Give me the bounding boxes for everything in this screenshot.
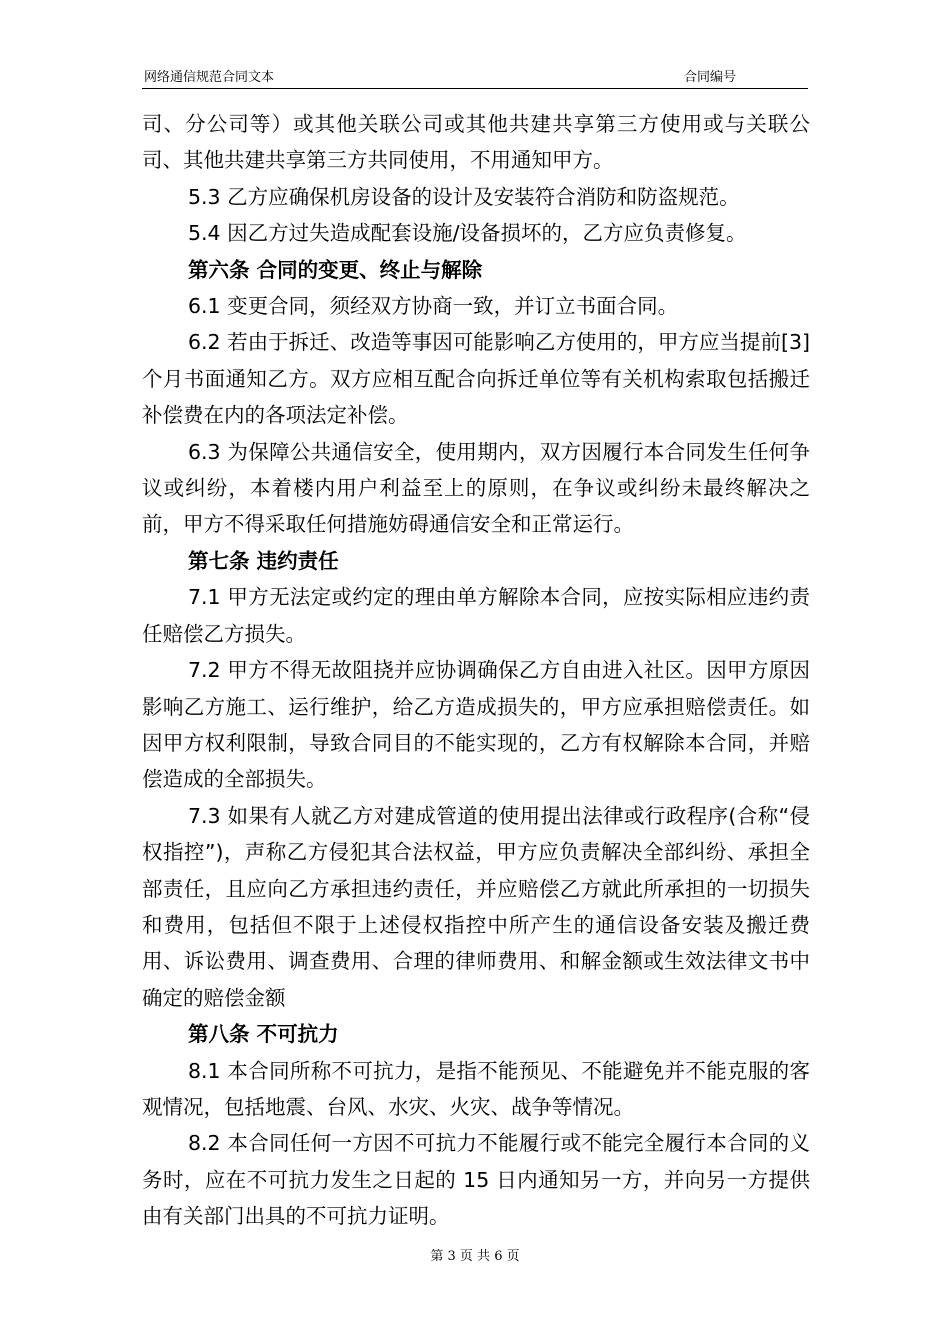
clause-6-2: 6.2 若由于拆迁、改造等事因可能影响乙方使用的，甲方应当提前[3]个月书面通知乙方。双方应相互配合向拆迁单位等有关机构索取包括搬迁补偿费在内的各项法定补偿。 <box>142 330 810 428</box>
paragraph-continuation: 司、分公司等）或其他关联公司或其他共建共享第三方使用或与关联公司、其他共建共享第三方共同使用，不用通知甲方。 <box>142 112 810 173</box>
contract-number-label: 合同编号 <box>684 70 737 85</box>
article-8-heading: 第八条 不可抗力 <box>188 1022 339 1047</box>
clause-8-1: 8.1 本合同所称不可抗力，是指不能预见、不能避免并不能克服的客观情况，包括地震、台风、水灾、火灾、战争等情况。 <box>142 1058 810 1119</box>
page-header <box>142 68 808 89</box>
page-footer <box>0 1248 950 1266</box>
clause-5-3: 5.3 乙方应确保机房设备的设计及安装符合消防和防盗规范。 <box>188 184 740 209</box>
page-number: 第 3 页 共 6 页 <box>430 1249 520 1264</box>
clause-7-3: 7.3 如果有人就乙方对建成管道的使用提出法律或行政程序(合称“侵权指控”)，声称乙方侵犯其合法权益，甲方应负责解决全部纠纷、承担全部责任，且应向乙方承担违约责任，并应赔偿乙方就此所承担的一切损失和费用，包括但不限于上述侵权指控中所产生的通信设备安装及搬迁费用、诉讼费用、调查费用、合理的律师费用、和解金额或生效法律文书中确定的赔偿金额 <box>142 803 810 1010</box>
clause-5-4: 5.4 因乙方过失造成配套设施/设备损坏的，乙方应负责修复。 <box>188 221 747 246</box>
document-title: 网络通信规范合同文本 <box>144 70 275 85</box>
clause-6-1: 6.1 变更合同，须经双方协商一致，并订立书面合同。 <box>188 294 679 319</box>
clause-8-2: 8.2 本合同任何一方因不可抗力不能履行或不能完全履行本合同的义务时，应在不可抗力发生之日起的 15 日内通知另一方，并向另一方提供由有关部门出具的不可抗力证明。 <box>142 1131 810 1229</box>
clause-6-3: 6.3 为保障公共通信安全，使用期内，双方因履行本合同发生任何争议或纠纷，本着楼内用户利益至上的原则，在争议或纠纷未最终解决之前，甲方不得采取任何措施妨碍通信安全和正常运行。 <box>142 439 810 537</box>
clause-7-1: 7.1 甲方无法定或约定的理由单方解除本合同，应按实际相应违约责任赔偿乙方损失。 <box>142 585 810 646</box>
article-7-heading: 第七条 违约责任 <box>188 548 339 573</box>
article-6-heading: 第六条 合同的变更、终止与解除 <box>188 257 483 282</box>
document-body <box>142 106 810 1235</box>
clause-7-2: 7.2 甲方不得无故阻挠并应协调确保乙方自由进入社区。因甲方原因影响乙方施工、运行维护，给乙方造成损失的，甲方应承担赔偿责任。如因甲方权利限制，导致合同目的不能实现的，乙方有权解除本合同，并赔偿造成的全部损失。 <box>142 658 810 792</box>
